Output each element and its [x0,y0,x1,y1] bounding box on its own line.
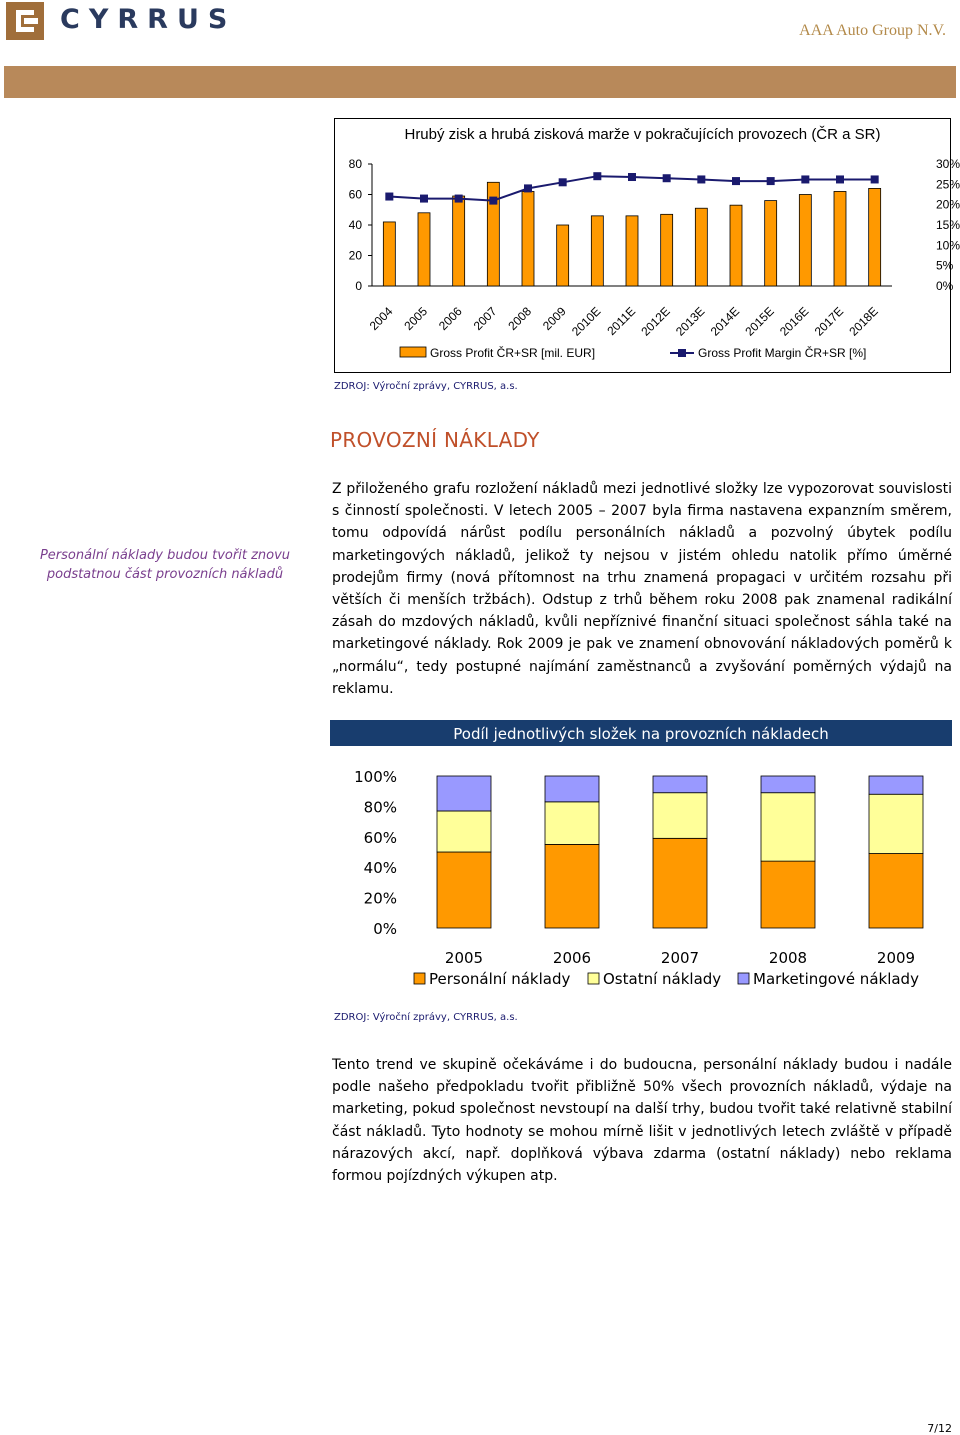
gross-profit-bar [765,201,777,286]
right-tick-label: 30% [936,157,960,171]
margin-point [732,177,740,185]
right-tick-label: 15% [936,218,960,232]
right-tick-label: 10% [936,238,960,253]
stack-segment [869,854,923,928]
legend-label-gross-profit: Gross Profit ČR+SR [mil. EUR] [430,346,596,360]
gross-profit-bar [869,188,881,286]
x-tick-label: 2004 [366,304,396,334]
left-tick-label: 20 [348,248,362,263]
x-tick-label: 2007 [470,304,500,334]
logo-mark [6,2,44,40]
margin-point [385,193,393,201]
y-tick-label: 0% [373,920,397,938]
x-tick-label: 2010E [569,304,604,339]
section-title: PROVOZNÍ NÁKLADY [330,428,540,452]
stack-segment [869,776,923,794]
gross-profit-bar [557,225,569,286]
right-tick-label: 5% [936,258,954,273]
left-tick-label: 40 [348,218,362,232]
stack-segment [653,793,707,839]
gross-profit-bar [626,216,638,286]
gross-profit-bar [834,191,846,286]
y-tick-label: 80% [363,798,397,817]
y-tick-label: 40% [363,859,397,878]
margin-point [871,175,879,183]
gross-profit-chart-title: Hrubý zisk a hrubá zisková marže v pokračujících provozech (ČR a SR) [404,126,881,143]
x-tick-label: 2012E [638,304,673,339]
gross-profit-bar [695,208,707,286]
gross-profit-bar [453,196,465,286]
legend-swatch [588,973,599,984]
legend-label: Personální náklady [429,970,571,988]
stack-segment [869,794,923,853]
stack-segment [761,793,815,861]
x-tick-label: 2015E [742,304,777,339]
cost-share-chart [330,756,952,1000]
gross-profit-bar [730,205,742,286]
x-tick-label: 2009 [876,949,916,967]
page-number: 7/12 [927,1422,952,1435]
x-tick-label: 2008 [505,304,535,334]
y-tick-label: 60% [363,828,397,847]
x-tick-label: 2005 [444,949,484,967]
margin-point [420,195,428,203]
header-banner [4,66,956,98]
legend-swatch-gross-profit [400,347,426,357]
company-name: AAA Auto Group N.V. [799,22,946,39]
right-tick-label: 20% [936,197,960,212]
stack-segment [437,811,491,852]
x-tick-label: 2014E [707,304,743,339]
source-note-2: ZDROJ: Výroční zprávy, CYRRUS, a.s. [334,1012,518,1023]
margin-point [593,172,601,180]
x-tick-label: 2009 [540,304,569,334]
stack-segment [545,802,599,845]
x-tick-label: 2018E [846,304,881,339]
margin-point [455,195,463,203]
side-note: Personální náklady budou tvořit znovu podstatnou část provozních nákladů [39,548,291,582]
stack-segment [761,861,815,928]
logo-text: CYRRUS [60,4,237,35]
y-tick-label: 20% [363,889,397,908]
margin-point [663,174,671,182]
legend-label-margin: Gross Profit Margin ČR+SR [%] [698,346,867,360]
stack-segment [545,776,599,802]
x-tick-label: 2007 [660,949,700,967]
legend-swatch [738,973,749,984]
x-tick-label: 2011E [604,304,639,339]
stack-segment [761,776,815,793]
legend-label: Ostatní náklady [603,970,722,988]
x-tick-label: 2008 [768,949,808,967]
left-tick-label: 60 [348,187,362,202]
margin-point [697,175,705,183]
x-tick-label: 2017E [811,304,847,339]
margin-point [801,175,809,183]
x-tick-label: 2013E [673,304,708,339]
gross-profit-chart [334,118,960,373]
gross-profit-bar [799,195,811,287]
stack-segment [437,852,491,928]
gross-profit-bar [661,214,673,286]
legend-label: Marketingové náklady [753,970,919,988]
margin-point [524,184,532,192]
x-tick-label: 2005 [401,304,431,334]
gross-profit-bar [383,222,395,286]
right-tick-label: 0% [936,279,954,293]
gross-profit-bar [591,216,603,286]
gross-profit-bar [418,213,430,286]
stack-segment [437,776,491,811]
stack-segment [653,838,707,928]
stack-segment [653,776,707,793]
y-tick-label: 100% [354,768,397,786]
x-tick-label: 2006 [552,949,592,967]
x-tick-label: 2016E [777,304,812,339]
legend-marker-margin [678,349,686,357]
margin-point [628,173,636,181]
source-note-1: ZDROJ: Výroční zprávy, CYRRUS, a.s. [334,381,518,392]
legend-swatch [414,973,425,984]
margin-point [489,197,497,205]
paragraph-2: Tento trend ve skupině očekáváme i do budoucna, personální náklady budou i nadále podle našeho předpokladu tvořit přibližně 50% všech provozních nákladů, výdaje na marketing, pokud společnost nevstoupí na další trhy, budou tvořit také relativně stabilní část nákladů. Tyto hodnoty se mohou mírně lišit v jednotlivých letech zvláště v případě nárazových akcí, např. doplňková výbava zdarma (ostatní náklady) nebo reklama formou pojízdných výkupen atp. [332,1057,952,1185]
left-tick-label: 0 [355,279,362,293]
paragraph-1: Z přiloženého grafu rozložení nákladů mezi jednotlivé složky lze vypozorovat souvislosti s činností společnosti. V letech 2005 – 2007 byla firma nastavena expanzním směrem, tomu odpovídá nárůst podílu personálních nákladů a pozvolný úbytek podílu marketingových nákladů, jelikož ty nejsou v jistém ohledu natolik přímo úměrné prodejům firmy (nová přítomnost na trhu znamená propagaci v určitém rozsahu při větších či menších tržbách). Odstup z trhů během roku 2008 pak znamenal radikální zásah do mzdových nákladů, kvůli nepříznivé finanční situaci společnost sáhla také na marketingové náklady. Rok 2009 je pak ve znamení obnovování nákladových poměrů k „normálu“, tedy postupné najímání zaměstnanců a zvyšování poměrných výdajů na reklamu. [332,481,952,697]
margin-point [836,175,844,183]
stack-segment [545,844,599,928]
margin-point [767,177,775,185]
left-tick-label: 80 [348,157,362,171]
gross-profit-bar [522,191,534,286]
margin-point [559,178,567,186]
x-tick-label: 2006 [436,304,465,334]
right-tick-label: 25% [936,177,960,192]
cost-share-chart-header: Podíl jednotlivých složek na provozních nákladech [330,720,952,746]
